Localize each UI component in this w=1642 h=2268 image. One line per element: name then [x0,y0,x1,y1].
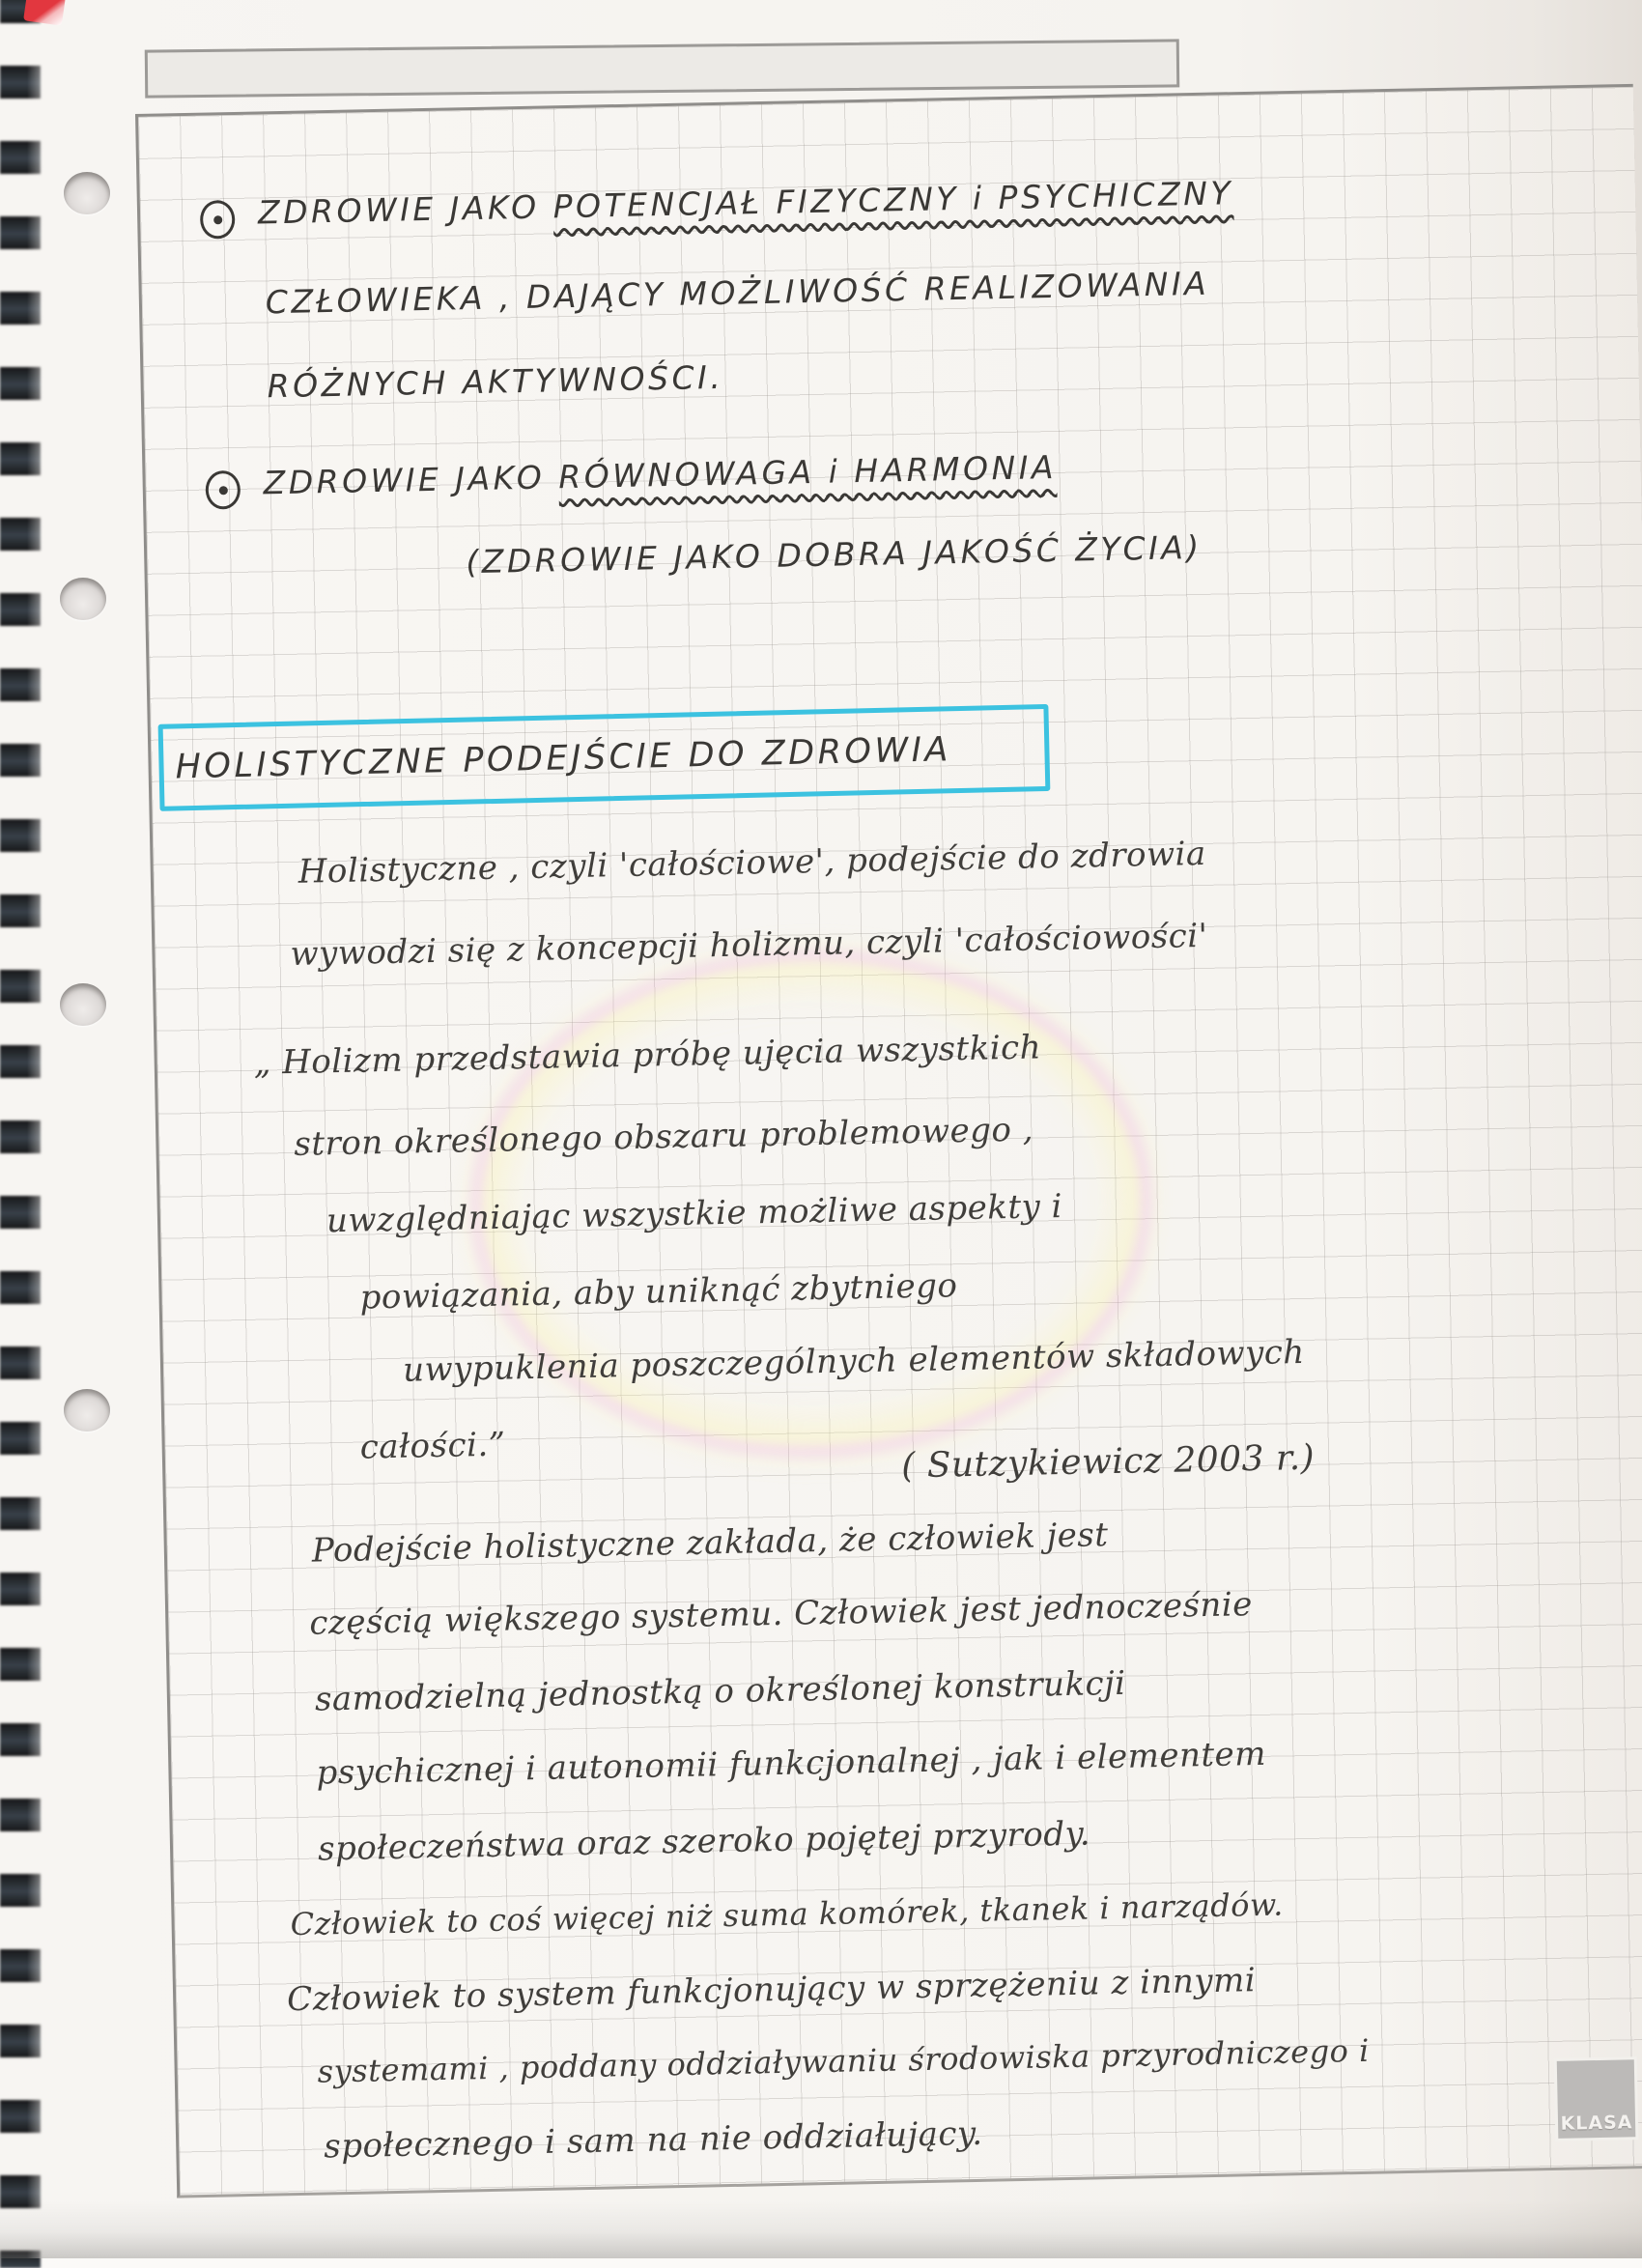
note-line: RÓŻNYCH AKTYWNOŚCI. [267,357,724,406]
bullet1-underlined: POTENCJAŁ FIZYCZNY i PSYCHICZNY [552,174,1234,226]
body-line: systemami , poddany oddziaływaniu środowiska przyrodniczego i [317,2031,1371,2090]
note-line: CZŁOWIEKA , DAJĄCY MOŻLIWOŚĆ REALIZOWANIA [265,264,1210,322]
body-line: psychicznej i autonomii funkcjonalnej , jak i elementem [316,1734,1267,1793]
bullet2-pre: ZDROWIE JAKO [263,458,559,502]
punch-hole [60,983,106,1026]
body-line: Podejście holistyczne zakłada, że człowiek jest [311,1516,1109,1571]
bullet2-underlined: RÓWNOWAGA i HARMONIA [557,447,1058,496]
punch-hole [64,1389,110,1432]
grid-notebook-sheet [135,84,1642,2198]
note-line: (ZDROWIE JAKO DOBRA JAKOŚĆ ŻYCIA) [465,527,1203,581]
body-line: samodzielną jednostką o określonej konstrukcji [314,1663,1126,1719]
intro-line: wywodzi się z koncepcji holizmu, czyli 'całościowości' [290,916,1208,974]
body-line: społecznego i sam na nie oddziałujący. [323,2113,983,2167]
klasa-brand-logo [1557,2059,1636,2139]
bullet-marker [205,470,241,510]
quote-line: całości.” [359,1425,506,1467]
note-line [258,174,1234,231]
quote-line: uwypuklenia poszczególnych elementów składowych [402,1332,1306,1390]
quote-line: „ Holizm przedstawia próbę ujęcia wszystkich [253,1028,1042,1083]
spiral-binding-fade [27,0,66,2258]
citation: ( Sutzykiewicz 2003 r.) [900,1437,1316,1487]
quote-line: stron określonego obszaru problemowego , [294,1110,1034,1164]
body-line: częścią większego systemu. Człowiek jest jednocześnie [308,1585,1254,1643]
section-title: HOLISTYCZNE PODEJŚCIE DO ZDROWIA [175,730,952,787]
body-line: społeczeństwa oraz szeroko pojętej przyrody. [317,1814,1091,1869]
body-line: Człowiek to system funkcjonujący w sprzężeniu z innymi [286,1961,1257,2020]
quote-line: uwzględniając wszystkie możliwe aspekty i [326,1186,1063,1241]
punch-hole [64,172,110,214]
body-line: Człowiek to coś więcej niż suma komórek, tkanek i narządów. [290,1885,1285,1943]
scan-bottom-edge [0,2200,1642,2258]
klasa-brand-label: KLASA [1560,2112,1633,2135]
note-line [263,448,1057,501]
quote-line: powiązania, aby uniknąć zbytniego [359,1266,958,1318]
punch-hole [60,578,106,620]
intro-line: Holistyczne , czyli 'całościowe', podejście do zdrowia [297,834,1207,892]
section-title-box [158,704,1051,811]
bullet1-pre: ZDROWIE JAKO [257,187,554,232]
bullet-marker [200,200,236,240]
